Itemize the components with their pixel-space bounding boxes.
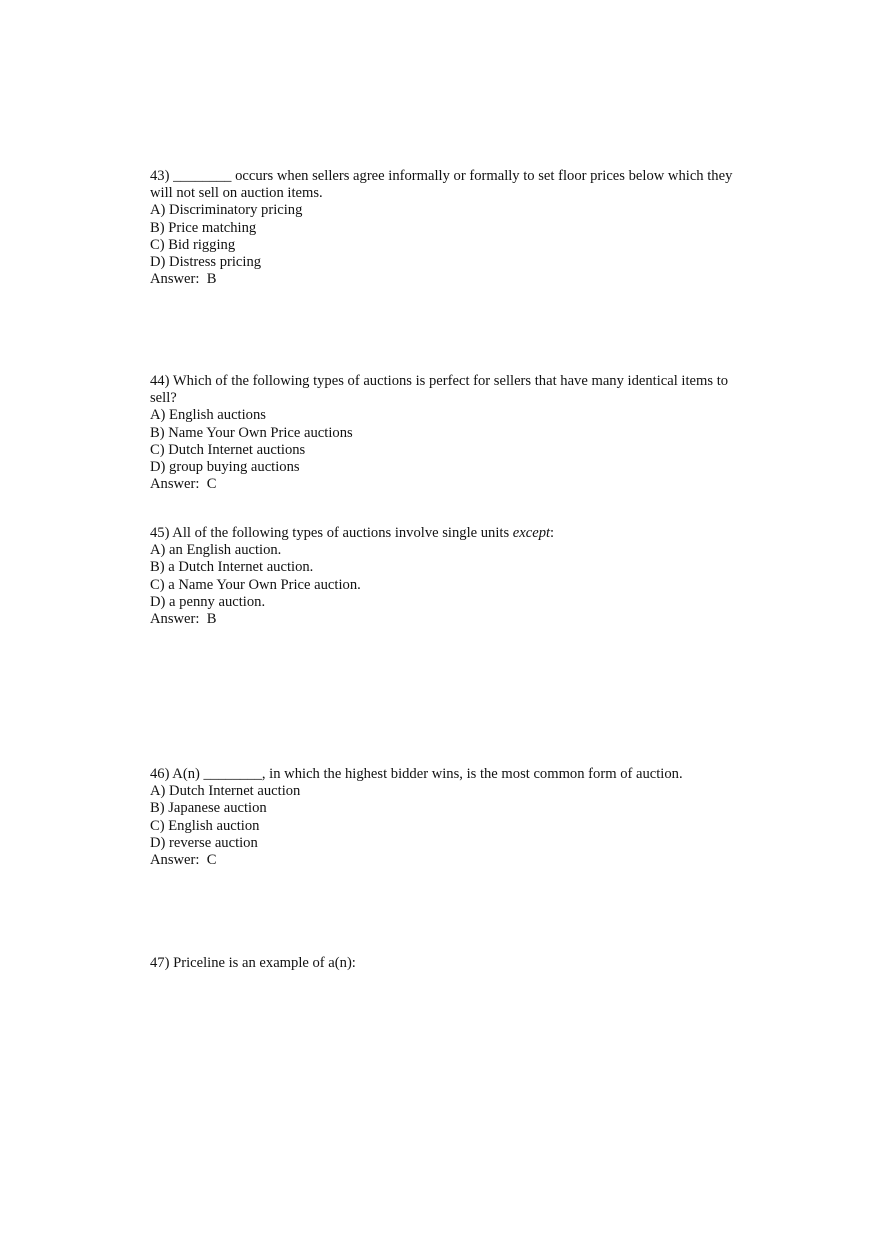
question-47 xyxy=(150,955,740,972)
question-44 xyxy=(150,373,740,493)
option-a: A) an English auction. xyxy=(150,542,282,559)
option-d: D) reverse auction xyxy=(150,834,258,851)
option-a: A) Discriminatory pricing xyxy=(150,202,303,219)
question-45 xyxy=(150,525,740,628)
option-b: B) Name Your Own Price auctions xyxy=(150,424,353,441)
question-43 xyxy=(150,168,740,288)
question-stem: 47) Priceline is an example of a(n): xyxy=(150,955,356,971)
option-d: D) Distress pricing xyxy=(150,254,262,271)
option-d: D) group buying auctions xyxy=(150,459,300,476)
answer: Answer: B xyxy=(150,611,217,628)
option-c: C) Dutch Internet auctions xyxy=(150,441,306,458)
option-d: D) a penny auction. xyxy=(150,593,266,610)
answer: Answer: C xyxy=(150,476,217,493)
question-stem: 43) ________ occurs when sellers agree informally or formally to set floor prices below which they will not sell on auction items. xyxy=(150,168,737,202)
option-a: A) English auctions xyxy=(150,407,266,424)
option-b: B) Japanese auction xyxy=(150,800,267,817)
option-c: C) English auction xyxy=(150,817,260,834)
question-stem: 46) A(n) ________, in which the highest bidder wins, is the most common form of auction. xyxy=(150,766,683,782)
stem-text: 45) All of the following types of auctions involve single units xyxy=(150,525,513,541)
answer: Answer: B xyxy=(150,271,217,288)
stem-suffix: : xyxy=(550,525,555,541)
question-46 xyxy=(150,766,740,869)
option-c: C) Bid rigging xyxy=(150,236,236,253)
option-b: B) Price matching xyxy=(150,219,257,236)
option-c: C) a Name Your Own Price auction. xyxy=(150,576,361,593)
stem-emphasis: except xyxy=(512,525,551,541)
option-b: B) a Dutch Internet auction. xyxy=(150,559,314,576)
question-stem xyxy=(150,525,740,542)
answer: Answer: C xyxy=(150,852,217,869)
option-a: A) Dutch Internet auction xyxy=(150,783,301,800)
question-stem: 44) Which of the following types of auctions is perfect for sellers that have many identical items to sell? xyxy=(150,373,732,407)
